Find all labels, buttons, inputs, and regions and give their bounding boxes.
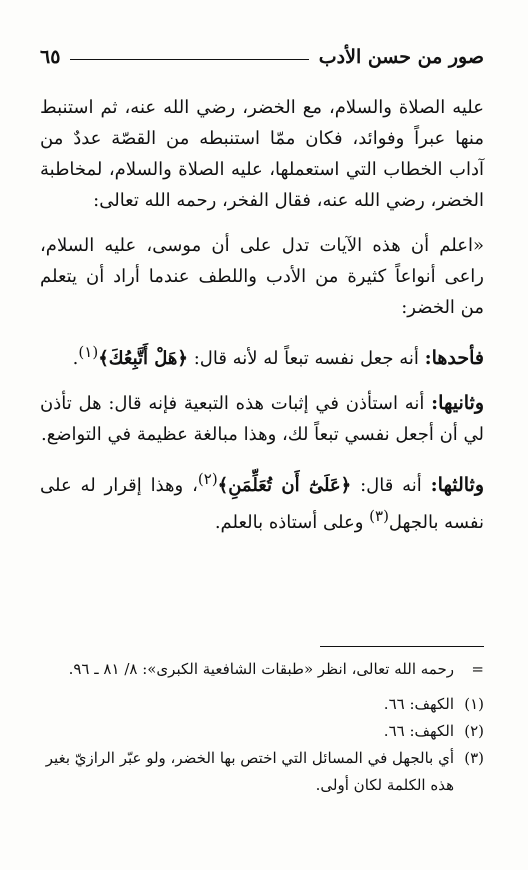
- running-title: صور من حسن الأدب: [318, 46, 484, 68]
- footnote-ref-1[interactable]: (١): [78, 343, 99, 361]
- footnote-cont-text: رحمه الله تعالى، انظر «طبقات الشافعية الكبرى»: ٨/ ٨١ ـ ٩٦.: [68, 660, 454, 678]
- footnote-1: [40, 691, 484, 718]
- footnote-3: [40, 745, 484, 799]
- point-3-text: أنه قال:: [351, 475, 431, 496]
- point-2-text: أنه استأذن في إثبات هذه التبعية فإنه قال: هل تأذن لي أن أجعل نفسي تبعاً لك، وهذا مبالغة عظيمة في التواضع.: [40, 393, 484, 445]
- point-3-lead: وثالثها:: [430, 474, 485, 496]
- point-2-lead: وثانيها:: [431, 392, 484, 414]
- paragraph-4: [40, 388, 484, 450]
- footnote-1-text: الكهف: ٦٦.: [383, 695, 454, 713]
- footnote-3-text: أي بالجهل في المسائل التي اختص بها الخضر، ولو عبّر الرازيّ بغير هذه الكلمة لكان أولى.: [45, 749, 454, 794]
- point-3-mid: ، وهذا إقرار له على نفسه بالجهل: [40, 475, 484, 533]
- footnote-3-mark: (٣): [464, 749, 484, 767]
- footnote-1-mark: (١): [464, 695, 484, 713]
- footnote-ref-3[interactable]: (٣): [369, 507, 389, 525]
- paragraph-3: [40, 337, 484, 374]
- footnote-cont-mark: =: [471, 660, 484, 678]
- page-number: ٦٥: [40, 46, 61, 68]
- point-3-end: وعلى أستاذه بالعلم.: [214, 512, 370, 533]
- footnote-continuation: [40, 656, 484, 683]
- footnotes: [40, 656, 484, 799]
- main-text: [40, 92, 484, 538]
- running-header: [40, 40, 484, 68]
- footnote-separator: [320, 646, 484, 647]
- quran-verse-1: ﴿هَلْ أَتَّبِعُكَ﴾: [98, 348, 188, 369]
- paragraph-2-quote: «اعلم أن هذه الآيات تدل على أن موسى، عليه السلام، راعى أنواعاً كثيرة من الأدب واللطف عندما أراد أن يتعلم من الخضر:: [40, 235, 484, 318]
- footnote-2-text: الكهف: ٦٦.: [383, 722, 454, 740]
- paragraph-5: [40, 464, 484, 538]
- quran-verse-2: ﴿عَلَىٰٓ أَن تُعَلِّمَنِ﴾: [217, 475, 352, 496]
- header-rule: [70, 59, 308, 60]
- paragraph-1: عليه الصلاة والسلام، مع الخضر، رضي الله عنه، ثم استنبط منها عبراً وفوائد، فكان ممّا استنبطه من القصّة عددٌ من آداب الخطاب التي استعملها، عليه الصلاة والسلام، لمخاطبة الخضر، رضي الله عنه، فقال الفخر، رحمه الله تعالى:: [40, 97, 484, 211]
- footnote-ref-2[interactable]: (٢): [197, 470, 218, 488]
- point-1-text: أنه جعل نفسه تبعاً له لأنه قال:: [187, 348, 425, 369]
- point-1-end: .: [72, 348, 79, 369]
- footnote-2-mark: (٢): [464, 722, 484, 740]
- point-1-lead: فأحدها:: [424, 347, 484, 369]
- footnote-2: [40, 718, 484, 745]
